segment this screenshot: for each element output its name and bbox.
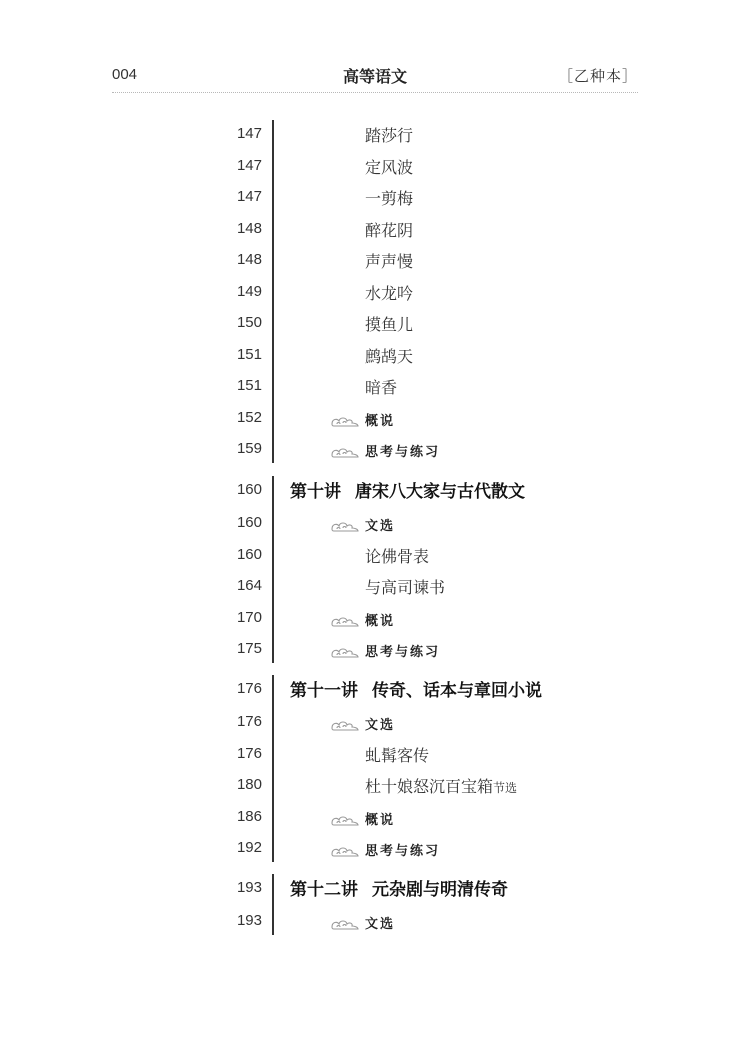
edition-label: ［乙种本］ (557, 67, 638, 85)
page-ref: 152 (236, 408, 262, 426)
page-ref: 193 (236, 879, 262, 896)
page-ref: 147 (236, 188, 262, 205)
entry-title (365, 249, 413, 272)
entry-title-text: 一剪梅 (365, 189, 414, 208)
cloud-ornament-icon (330, 520, 360, 534)
lecture-heading (290, 477, 525, 502)
lecture-title: 元杂剧与明清传奇 (372, 880, 508, 900)
page-ref: 164 (236, 577, 262, 594)
page-ref: 192 (236, 839, 262, 856)
entry-title (365, 123, 413, 146)
entry-title-text: 暗香 (365, 378, 398, 397)
page-ref: 175 (236, 640, 262, 657)
page-ref: 147 (236, 156, 262, 174)
page-number: 004 (112, 66, 138, 83)
entry-title (365, 575, 445, 598)
toc-entry-row[interactable] (0, 740, 750, 770)
excerpt-note: 节选 (493, 781, 518, 795)
toc-entry-row[interactable] (0, 572, 750, 602)
section-heading: 概说 (365, 812, 396, 828)
section-heading: 思考与练习 (365, 445, 441, 460)
section-heading: 概说 (365, 413, 396, 429)
toc-lecture-row[interactable] (0, 675, 750, 705)
cloud-ornament-icon (330, 918, 360, 932)
entry-title (365, 312, 413, 335)
page-ref: 170 (236, 608, 262, 626)
lecture-title: 传奇、话本与章回小说 (372, 681, 542, 701)
entry-title (365, 774, 517, 797)
entry-title (365, 375, 397, 398)
page-ref: 193 (236, 912, 262, 929)
toc-lecture-row[interactable] (0, 476, 750, 506)
page-ref: 159 (236, 440, 262, 457)
page-ref: 151 (236, 345, 262, 363)
entry-title-text: 鹧鸪天 (365, 346, 414, 366)
entry-title-text: 论佛骨表 (365, 546, 430, 566)
page-ref: 176 (236, 680, 262, 697)
lecture-number: 第十一讲 (290, 681, 358, 701)
cloud-ornament-icon (330, 719, 360, 733)
toc-entry-row[interactable] (0, 278, 750, 308)
toc-entry-row[interactable] (0, 215, 750, 245)
toc-section-row[interactable] (0, 435, 750, 465)
cloud-ornament-icon (330, 646, 360, 660)
entry-title-text: 杜十娘怒沉百宝箱 (365, 777, 494, 796)
toc-entry-row[interactable] (0, 771, 750, 801)
entry-title (365, 544, 429, 567)
entry-title-text: 踏莎行 (365, 126, 414, 145)
entry-title (365, 186, 413, 209)
page-ref: 147 (236, 125, 262, 142)
toc-entry-row[interactable] (0, 152, 750, 182)
page-ref: 176 (236, 713, 262, 730)
entry-title (365, 155, 413, 178)
vertical-divider (272, 476, 274, 663)
toc-entry-row[interactable] (0, 309, 750, 339)
section-heading: 思考与练习 (365, 844, 441, 859)
cloud-ornament-icon (330, 845, 360, 859)
toc-entry-row[interactable] (0, 372, 750, 402)
vertical-divider (272, 120, 274, 463)
toc-lecture-row[interactable] (0, 874, 750, 904)
entry-title-text: 与高司谏书 (365, 578, 446, 597)
vertical-divider (272, 675, 274, 862)
page-ref: 176 (236, 744, 262, 762)
section-heading: 文选 (365, 718, 396, 733)
page-ref: 160 (236, 514, 262, 531)
entry-title-text: 水龙吟 (365, 283, 414, 303)
entry-title-text: 声声慢 (365, 252, 414, 271)
lecture-heading (290, 875, 508, 900)
page-header (112, 62, 638, 93)
cloud-ornament-icon (330, 415, 360, 429)
entry-title-text: 定风波 (365, 157, 414, 177)
page-ref: 148 (236, 219, 262, 237)
entry-title (365, 218, 413, 241)
entry-title-text: 虬髯客传 (365, 745, 430, 765)
page-ref: 160 (236, 481, 262, 498)
cloud-ornament-icon (330, 446, 360, 460)
entry-title (365, 743, 429, 766)
cloud-ornament-icon (330, 814, 360, 828)
toc-section-row[interactable] (0, 803, 750, 833)
toc-entry-row[interactable] (0, 183, 750, 213)
toc-section-row[interactable] (0, 604, 750, 634)
toc-section-row[interactable] (0, 404, 750, 434)
page-ref: 150 (236, 314, 262, 331)
lecture-heading (290, 676, 542, 701)
section-heading: 文选 (365, 917, 396, 932)
lecture-title: 唐宋八大家与古代散文 (355, 482, 525, 502)
lecture-number: 第十讲 (290, 482, 341, 502)
page-ref: 186 (236, 807, 262, 825)
toc-section-row[interactable] (0, 834, 750, 864)
toc-entry-row[interactable] (0, 541, 750, 571)
cloud-ornament-icon (330, 615, 360, 629)
lecture-number: 第十二讲 (290, 880, 358, 900)
section-heading: 概说 (365, 613, 396, 629)
page-ref: 148 (236, 251, 262, 268)
toc-entry-row[interactable] (0, 246, 750, 276)
toc-section-row[interactable] (0, 509, 750, 539)
entry-title-text: 醉花阴 (365, 220, 414, 240)
entry-title (365, 281, 413, 304)
book-title: 高等语文 (342, 67, 407, 86)
page-ref: 149 (236, 282, 262, 300)
section-heading: 思考与练习 (365, 645, 441, 660)
toc-section-row[interactable] (0, 635, 750, 665)
vertical-divider (272, 874, 274, 935)
page-ref: 151 (236, 377, 262, 394)
page-ref: 180 (236, 776, 262, 793)
page-ref: 160 (236, 545, 262, 563)
entry-title-text: 摸鱼儿 (365, 315, 414, 334)
entry-title (365, 344, 413, 367)
toc-entry-row[interactable] (0, 341, 750, 371)
section-heading: 文选 (365, 519, 396, 534)
toc-section-row[interactable] (0, 708, 750, 738)
toc-entry-row[interactable] (0, 120, 750, 150)
toc-section-row[interactable] (0, 907, 750, 937)
